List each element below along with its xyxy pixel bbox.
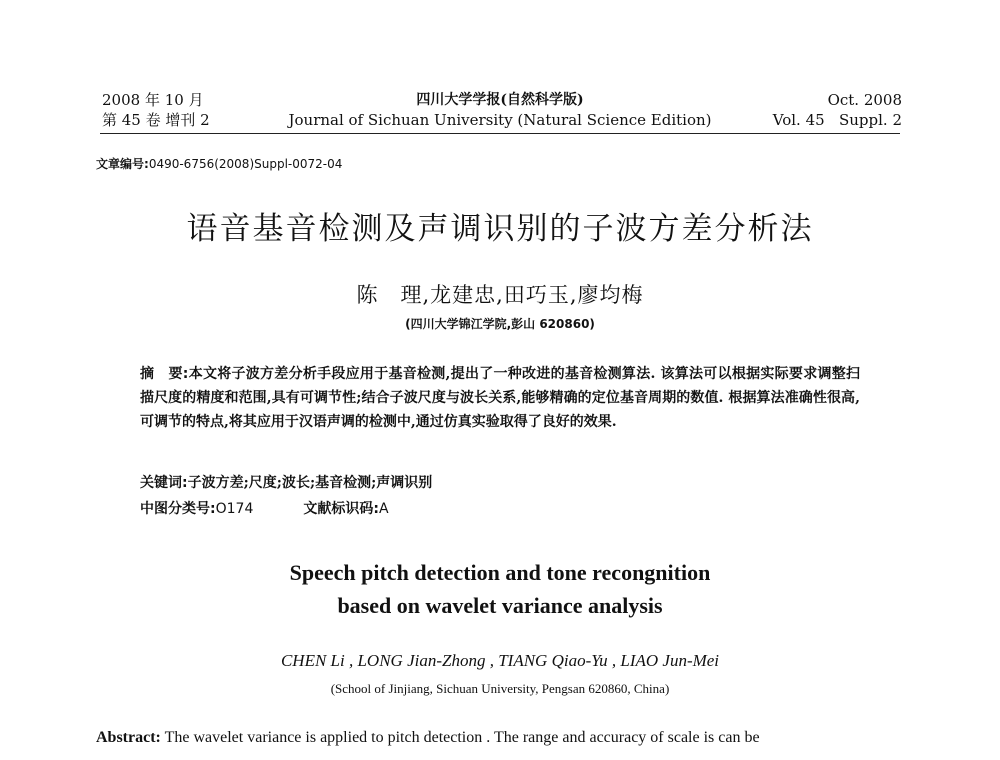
classification-line: [140, 498, 389, 518]
english-affiliation: (School of Jinjiang, Sichuan University, Pengsan 620860, China): [330, 681, 670, 696]
english-abstract-text: The wavelet variance is applied to pitch detection . The range and accuracy of scale is can be: [164, 729, 760, 746]
article-number-label: 文章编号:: [96, 157, 149, 171]
header-center: [280, 90, 720, 130]
header-date-en: Oct. 2008: [827, 91, 902, 109]
header-rule: [100, 133, 900, 134]
clc-label: 中图分类号:: [140, 501, 216, 517]
keywords-label: 关键词:: [140, 475, 188, 491]
chinese-abstract-text: 本文将子波方差分析手段应用于基音检测,提出了一种改进的基音检测算法. 该算法可以根据实际要求调整扫描尺度的精度和范围,具有可调节性;结合子波尺度与波长关系,能够精确的定位基音周期的数值. 根据算法准确性很高,可调节的特点,将其应用于汉语声调的检测中,通过仿真实验取得了良好的效果.: [140, 366, 860, 430]
header-date-cn: 2008 年 10 月: [102, 91, 204, 109]
english-title: [0, 556, 1000, 622]
header-journal-en: Journal of Sichuan University (Natural Science Edition): [288, 111, 712, 129]
english-title-line2: based on wavelet variance analysis: [337, 593, 663, 618]
chinese-abstract-label: 摘 要:: [140, 366, 189, 382]
doc-code-label: 文献标识码:: [303, 501, 379, 517]
doc-code-value: A: [378, 501, 389, 517]
chinese-title: 语音基音检测及声调识别的子波方差分析法: [186, 211, 814, 247]
header-right: [773, 90, 902, 130]
english-abstract-label: Abstract:: [96, 729, 161, 746]
article-number-value: 0490-6756(2008)Suppl-0072-04: [148, 157, 343, 171]
keywords-text: 子波方差;尺度;波长;基音检测;声调识别: [187, 475, 433, 491]
chinese-affiliation: (四川大学锦江学院,彭山 620860): [405, 317, 595, 331]
header-volume-cn: 第 45 卷 增刊 2: [102, 111, 210, 129]
clc-value: O174: [215, 501, 254, 517]
header-volume-en: Vol. 45 Suppl. 2: [772, 111, 902, 129]
header-journal-cn: 四川大学学报(自然科学版): [416, 92, 584, 108]
english-abstract: [96, 729, 906, 747]
header-left: [102, 90, 210, 130]
english-title-line1: Speech pitch detection and tone recongnition: [289, 560, 711, 585]
english-authors: CHEN Li , LONG Jian-Zhong , TIANG Qiao-Yu , LIAO Jun-Mei: [280, 651, 720, 670]
chinese-keywords: [140, 472, 432, 492]
chinese-abstract: [140, 362, 860, 434]
article-number: [96, 155, 342, 172]
chinese-authors: 陈 理,龙建忠,田巧玉,廖均梅: [356, 283, 644, 307]
